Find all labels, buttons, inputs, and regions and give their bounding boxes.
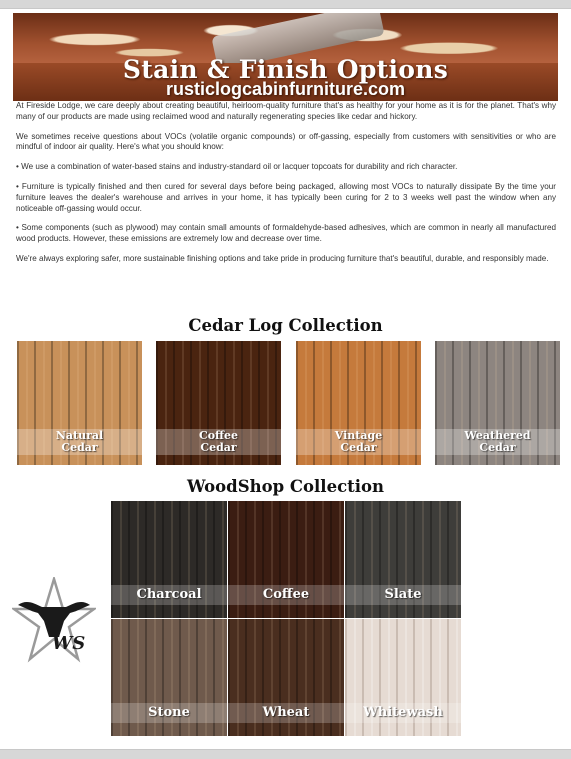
swatch-coffee[interactable] [228,501,344,618]
cedar-collection-title: Cedar Log Collection [188,316,383,335]
paragraph: We're always exploring safer, more sustainable finishing options and take pride in producing furniture that's beautiful, durable, and responsibly made. [16,253,549,263]
page [0,8,571,750]
intro-text [16,101,556,274]
swatch-weathered-cedar[interactable] [435,341,560,465]
swatch-label: Wheat [262,705,310,720]
page-title: Stain & Finish Options [122,55,449,84]
swatch-label: Coffee [262,587,310,602]
longhorn-star-logo [12,577,96,663]
swatch-whitewash[interactable] [345,619,461,736]
swatch-label: Whitewash [363,705,443,720]
website-url[interactable]: rusticlogcabinfurniture.com [165,79,406,99]
swatch-label: Coffee Cedar [198,429,239,454]
paragraph: We sometimes receive questions about VOCs (volatile organic compounds) or off-gassing, especially from customers with sensitivities or who are mindful of indoor air quality. Here's what you should know: [16,131,556,152]
swatch-coffee-cedar[interactable] [156,341,281,465]
swatch-label: Weathered Cedar [464,429,531,454]
swatch-slate[interactable] [345,501,461,618]
swatch-label: Charcoal [136,587,202,602]
swatch-natural-cedar[interactable] [17,341,142,465]
swatch-label: Slate [384,587,422,602]
swatch-label: Natural Cedar [55,429,104,454]
swatch-label: Vintage Cedar [334,429,383,454]
bullet-paragraph: • Some components (such as plywood) may contain small amounts of formaldehyde-based adhesives, which are common in nearly all manufactured wood products. However, these emissions are extremely low and decrease over time. [16,223,556,244]
bullet-paragraph: • Furniture is typically finished and then cured for several days before being packaged, allowing most VOCs to naturally dissipate By the time your furniture leaves the dealer's warehouse and arrives in your home, it has typically been curing for 2 to 3 weeks well past the window when any noticeable off-gassing would occur. [16,181,556,213]
paragraph: At Fireside Lodge, we care deeply about creating beautiful, heirloom-quality furniture that's as healthy for your home as it is for the planet. That's why many of our products are made using reclaimed wood and naturally regenerating species like cedar and hickory. [16,101,556,121]
swatch-vintage-cedar[interactable] [296,341,421,465]
bottom-bar [0,750,571,759]
header-banner [13,13,558,101]
swatch-wheat[interactable] [228,619,344,736]
logo-graphic [12,577,96,663]
swatch-charcoal[interactable] [111,501,227,618]
bullet-paragraph: • We use a combination of water-based stains and industry-standard oil or lacquer topcoats for durability and rich character. [16,162,458,172]
logo-letters: WS [52,633,86,654]
woodshop-collection-title: WoodShop Collection [186,477,385,496]
swatch-label: Stone [148,705,190,720]
swatch-stone[interactable] [111,619,227,736]
